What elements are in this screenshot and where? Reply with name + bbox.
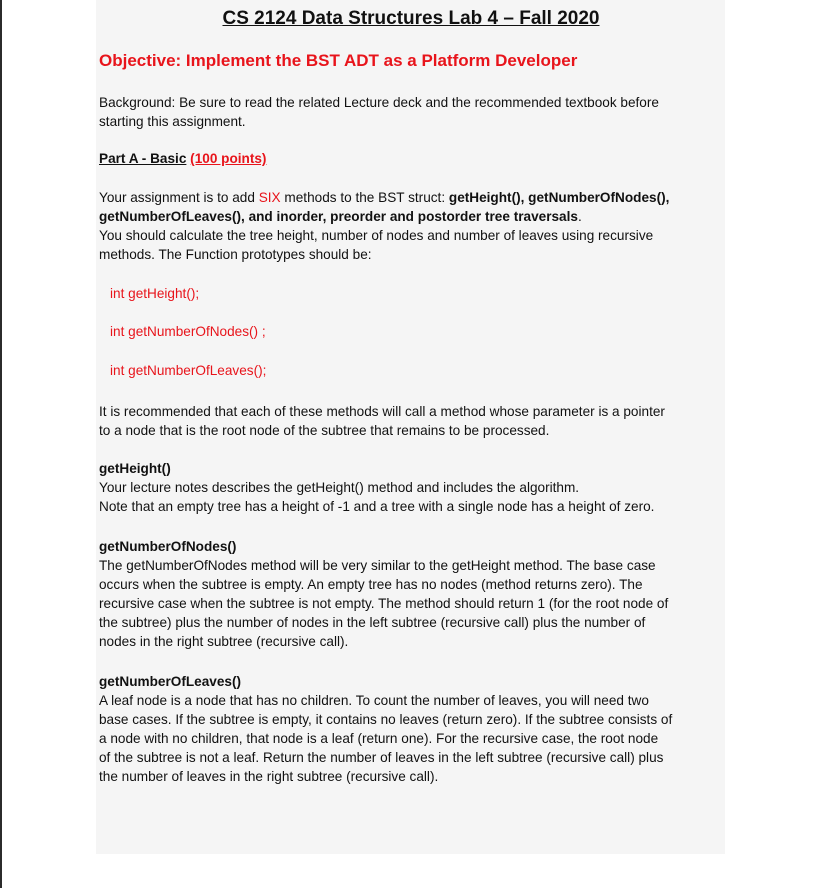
section-get-height — [99, 459, 723, 516]
assignment-line — [99, 207, 723, 226]
window-left-border — [0, 0, 2, 888]
objective-heading: Objective: Implement the BST ADT as a Platform Developer — [99, 51, 578, 70]
section-heading: getNumberOfNodes() — [99, 539, 237, 554]
prototype-get-number-of-leaves: int getNumberOfLeaves(); — [110, 363, 267, 378]
background-line: starting this assignment. — [99, 114, 246, 129]
section-line: the subtree) plus the number of nodes in the left subtree (recursive call) plus the number of — [99, 615, 646, 630]
six-highlight: SIX — [258, 190, 281, 205]
methods-list-bold: getHeight(), getNumberOfNodes(), — [448, 190, 670, 205]
assignment-methods-text: methods to the BST struct: — [284, 190, 446, 205]
assignment-line — [99, 188, 723, 207]
section-line: Your lecture notes describes the getHeight() method and includes the algorithm. — [99, 480, 580, 495]
section-line: occurs when the subtree is empty. An empty tree has no nodes (method returns zero). The — [99, 577, 643, 592]
section-get-number-of-leaves — [99, 672, 723, 786]
section-heading: getHeight() — [99, 461, 171, 476]
assignment-paragraph — [99, 188, 723, 264]
assignment-intro: Your assignment is to add — [99, 190, 255, 205]
section-line: Note that an empty tree has a height of -1 and a tree with a single node has a height of zero. — [99, 499, 655, 514]
recommendation-line: It is recommended that each of these methods will call a method whose parameter is a pointer — [99, 404, 665, 419]
section-line: base cases. If the subtree is empty, it contains no leaves (return zero). If the subtree consists of — [99, 712, 673, 727]
methods-list-bold: getNumberOfLeaves(), and inorder, preorder and postorder tree traversals — [99, 209, 578, 224]
document-content — [99, 7, 723, 786]
part-a-label: Part A - Basic — [99, 151, 187, 166]
section-line: nodes in the right subtree (recursive call). — [99, 634, 349, 649]
section-heading: getNumberOfLeaves() — [99, 674, 242, 689]
document-title: CS 2124 Data Structures Lab 4 – Fall 2020 — [222, 8, 600, 29]
section-line: The getNumberOfNodes method will be very similar to the getHeight method. The base case — [99, 558, 656, 573]
recommendation-paragraph — [99, 402, 723, 440]
assignment-period: . — [577, 209, 582, 224]
background-paragraph — [99, 93, 723, 131]
prototype-get-height: int getHeight(); — [110, 286, 200, 301]
document-page — [96, 0, 725, 854]
section-line: A leaf node is a node that has no children. To count the number of leaves, you will need two — [99, 693, 649, 708]
section-get-number-of-nodes — [99, 537, 723, 651]
recommendation-line: to a node that is the root node of the subtree that remains to be processed. — [99, 423, 550, 438]
part-a-points: (100 points) — [190, 151, 267, 166]
section-line: of the subtree is not a leaf. Return the number of leaves in the left subtree (recursive call) plus — [99, 750, 664, 765]
section-line: recursive case when the subtree is not empty. The method should return 1 (for the root node of — [99, 596, 669, 611]
section-line: a node with no children, that node is a leaf (return one). For the recursive case, the root node — [99, 731, 659, 746]
assignment-line: You should calculate the tree height, number of nodes and number of leaves using recursive — [99, 228, 654, 243]
background-line: Background: Be sure to read the related Lecture deck and the recommended textbook before — [99, 95, 659, 110]
part-a-heading — [99, 149, 723, 168]
assignment-line: methods. The Function prototypes should be: — [99, 247, 372, 262]
prototype-get-number-of-nodes: int getNumberOfNodes() ; — [110, 324, 266, 339]
section-line: the number of leaves in the right subtree (recursive call). — [99, 769, 439, 784]
